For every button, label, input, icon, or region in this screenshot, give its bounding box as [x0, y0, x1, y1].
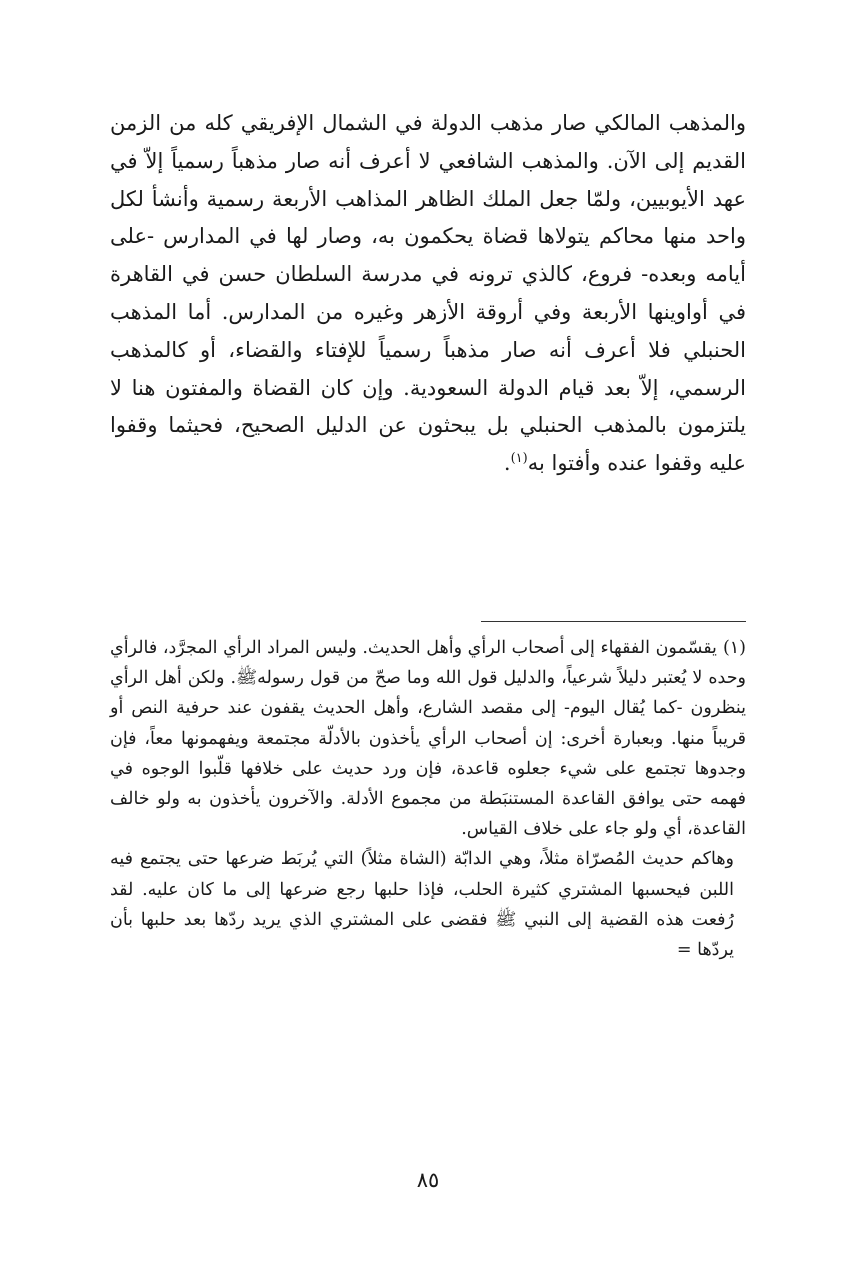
footnote-marker: (١) — [722, 638, 746, 658]
footnote-block — [110, 633, 746, 965]
main-paragraph — [110, 105, 746, 483]
main-paragraph-text: والمذهب المالكي صار مذهب الدولة في الشمال الإفريقي كله من الزمن القديم إلى الآن. والمذهب الشافعي لا أعرف أنه صار مذهباً رسمياً إلاّ في عهد الأيوبيين، ولمّا جعل الملك الظاهر المذاهب الأربعة رسمية وأنشأ لكل واحد منها محاكم يتولاها قضاة يحكمون به، وصار لها في المدارس -على أيامه وبعده- فروع، كالذي ترونه في مدرسة السلطان حسن في القاهرة في أواوينها الأربعة وفي أروقة الأزهر وغيره من المدارس. أما المذهب الحنبلي فلا أعرف أنه صار مذهباً رسمياً للإفتاء والقضاء، أو كالمذهب الرسمي، إلاّ بعد قيام الدولة السعودية. وإن كان القضاة والمفتون هنا لا يلتزمون بالمذهب الحنبلي بل يبحثون عن الدليل الصحيح، فحيثما وقفوا عليه وقفوا عنده وأفتوا به — [110, 111, 746, 476]
footnote-text-1: يقسّمون الفقهاء إلى أصحاب الرأي وأهل الحديث. وليس المراد الرأي المجرَّد، فالرأي وحده لا يُعتبر دليلاً شرعياً، والدليل قول الله وما صحّ من قول رسولهﷺ. ولكن أهل الرأي ينظرون -كما يُقال اليوم- إلى مقصد الشارع، وأهل الحديث يقفون عند حرفية النص أو قريباً منها. وبعبارة أخرى: إن أصحاب الرأي يأخذون بالأدلّة مجتمعة ويفهمونها معاً، فإن وجدوها تجتمع على شيء جعلوه قاعدة، فإن ورد حديث على خلافها قلّبوا الوجوه في فهمه حتى يوافق القاعدة المستنبَطة من مجموع الأدلة. والآخرون يأخذون به ولو خالف القاعدة، أي ولو جاء على خلاف القياس. — [110, 638, 746, 840]
footnote-paragraph-2 — [110, 844, 746, 965]
footnote-reference: (١) — [510, 451, 528, 467]
footnote-separator — [481, 621, 746, 622]
main-paragraph-end: . — [503, 451, 511, 476]
footnote-text-2: وهاكم حديث المُصرّاة مثلاً، وهي الدابّة (الشاة مثلاً) التي يُربَط ضرعها حتى يجتمع فيه اللبن فيحسبها المشتري كثيرة الحلب، فإذا حلبها رجع ضرعها إلى ما كان عليه. لقد رُفعت هذه القضية إلى النبي ﷺ فقضى على المشتري الذي يريد ردّها بعد حلبها بأن يردّها = — [110, 849, 734, 961]
footnote-paragraph-1 — [110, 633, 746, 844]
page-number: ٨٥ — [416, 1168, 440, 1192]
